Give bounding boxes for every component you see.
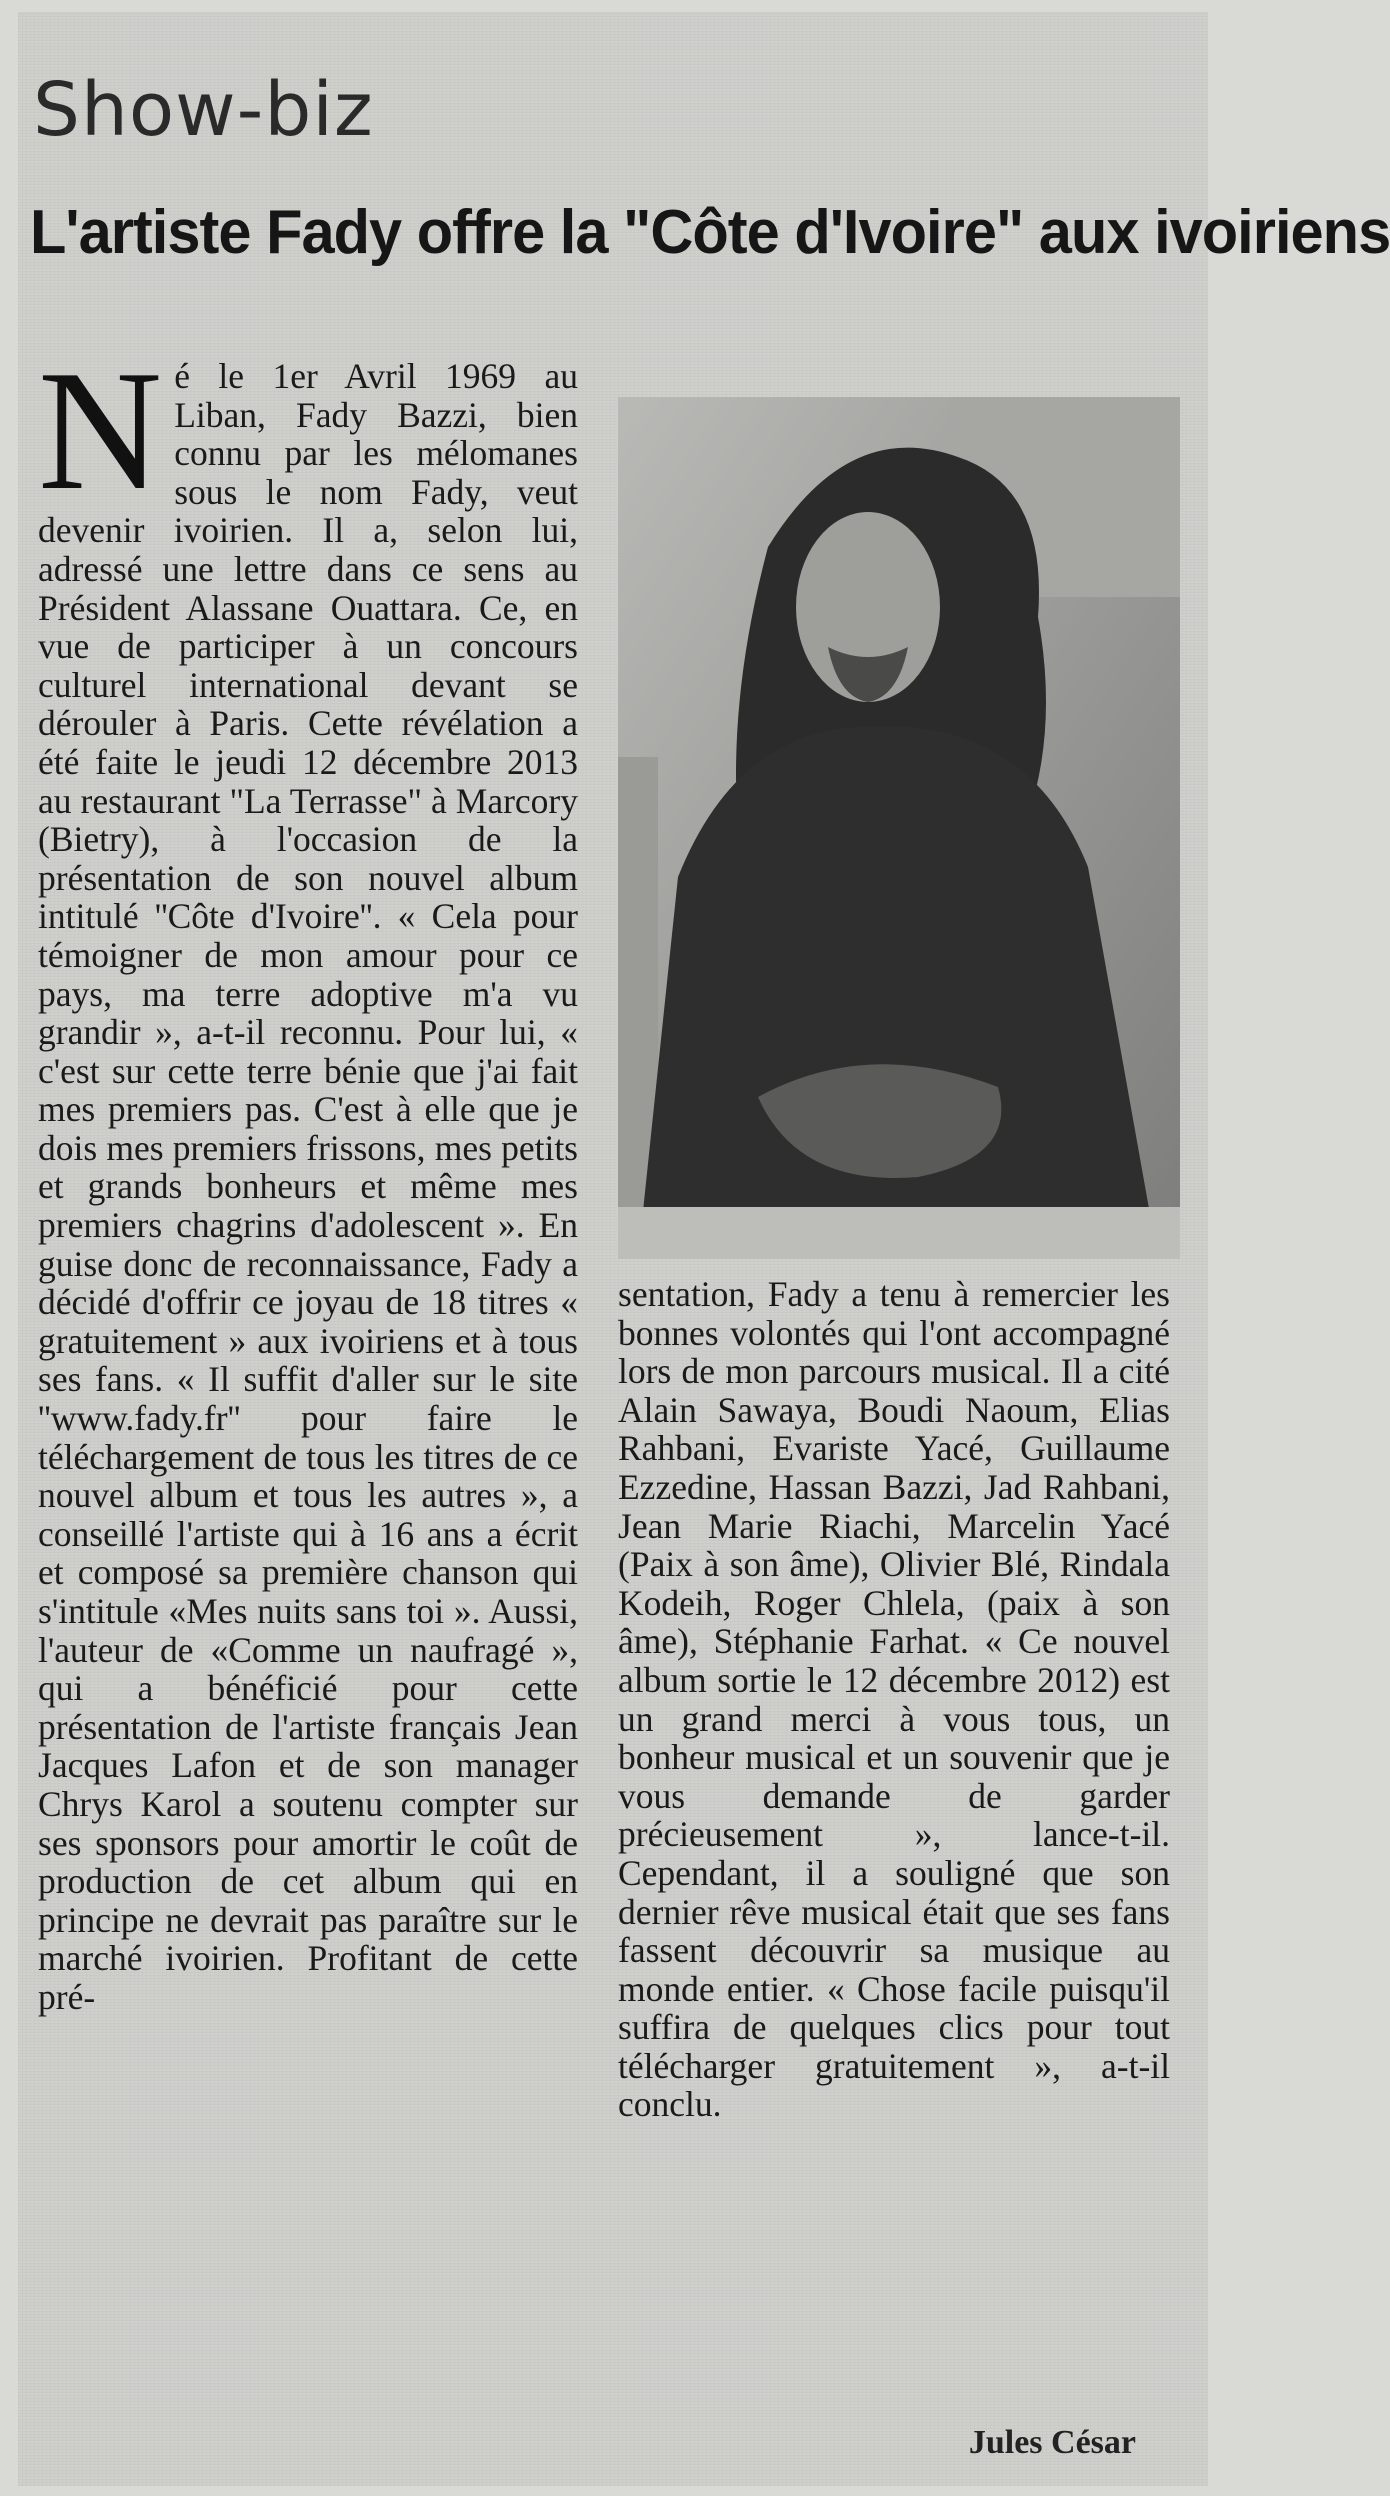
column-1-text: é le 1er Avril 1969 au Liban, Fady Bazzi, bien connu par les mélomanes sous le nom Fady, veut devenir ivoirien. Il a, selon lui, adressé une lettre dans ce sens au Président Alassane Ouattara. Ce, en vue de participer à un concours culturel international devant se dérouler à Paris. Cette révélation a été faite le jeudi 12 décembre 2013 au restaurant "La Terrasse" à Marcory (Bietry), à l'occasion de la présentation de son nouvel album intitulé ''Côte d'Ivoire''. « Cela pour témoigner de mon amour pour ce pays, ma terre adoptive m'a vu grandir », a-t-il reconnu. Pour lui, « c'est sur cette terre bénie que j'ai fait mes premiers pas. C'est à elle que je dois mes premiers frissons, mes petits et grands bonheurs et même mes premiers chagrins d'adolescent ». En guise donc de reconnaissance, Fady a décidé d'offrir ce joyau de 18 titres « gratuitement » aux ivoiriens et à tous ses fans. « Il suffit d'aller sur le site ''www.fady.fr'' pour faire le téléchargement de tous les titres de ce nouvel album et tous les autres », a conseillé l'artiste qui à 16 ans a écrit et composé sa première chanson qui s'intitule «Mes nuits sans toi ». Aussi, l'auteur de «Comme un naufragé », qui a bénéficié pour cette présentation de l'artiste français Jean Jacques Lafon et de son manager Chrys Karol a soutenu compter sur ses sponsors pour amortir le coût de production de cet album qui en principe ne devrait pas paraître sur le marché ivoirien. Profitant de cette pré- <box>38 356 578 2017</box>
headline: L'artiste Fady offre la "Côte d'Ivoire" aux ivoiriens <box>30 198 1390 267</box>
section-label: Show-biz <box>33 67 374 153</box>
newspaper-clipping <box>18 12 1390 2486</box>
drop-cap: N <box>38 336 163 526</box>
article-column-1 <box>38 336 578 2017</box>
byline: Jules César <box>968 2424 1136 2461</box>
article-column-2: sentation, Fady a tenu à remercier les bonnes volontés qui l'ont accompagné lors de mon parcours musical. Il a cité Alain Sawaya, Boudi Naoum, Elias Rahbani, Evariste Yacé, Guillaume Ezzedine, Hassan Bazzi, Jad Rahbani, Jean Marie Riachi, Marcelin Yacé (Paix à son âme), Olivier Blé, Rindala Kodeih, Roger Chlela, (paix à son âme), Stéphanie Farhat. « Ce nouvel album sortie le 12 décembre 2012) est un grand merci à vous tous, un bonheur musical et un souvenir que je vous demande de garder précieusement », lance-t-il. Cependant, il a souligné que son dernier rêve musical était que ses fans fassent découvrir sa musique au monde entier. « Chose facile puisqu'il suffira de quelques clics pour tout télécharger gratuitement », a-t-il conclu. <box>618 1274 1170 2125</box>
portrait-photo <box>618 397 1180 1259</box>
